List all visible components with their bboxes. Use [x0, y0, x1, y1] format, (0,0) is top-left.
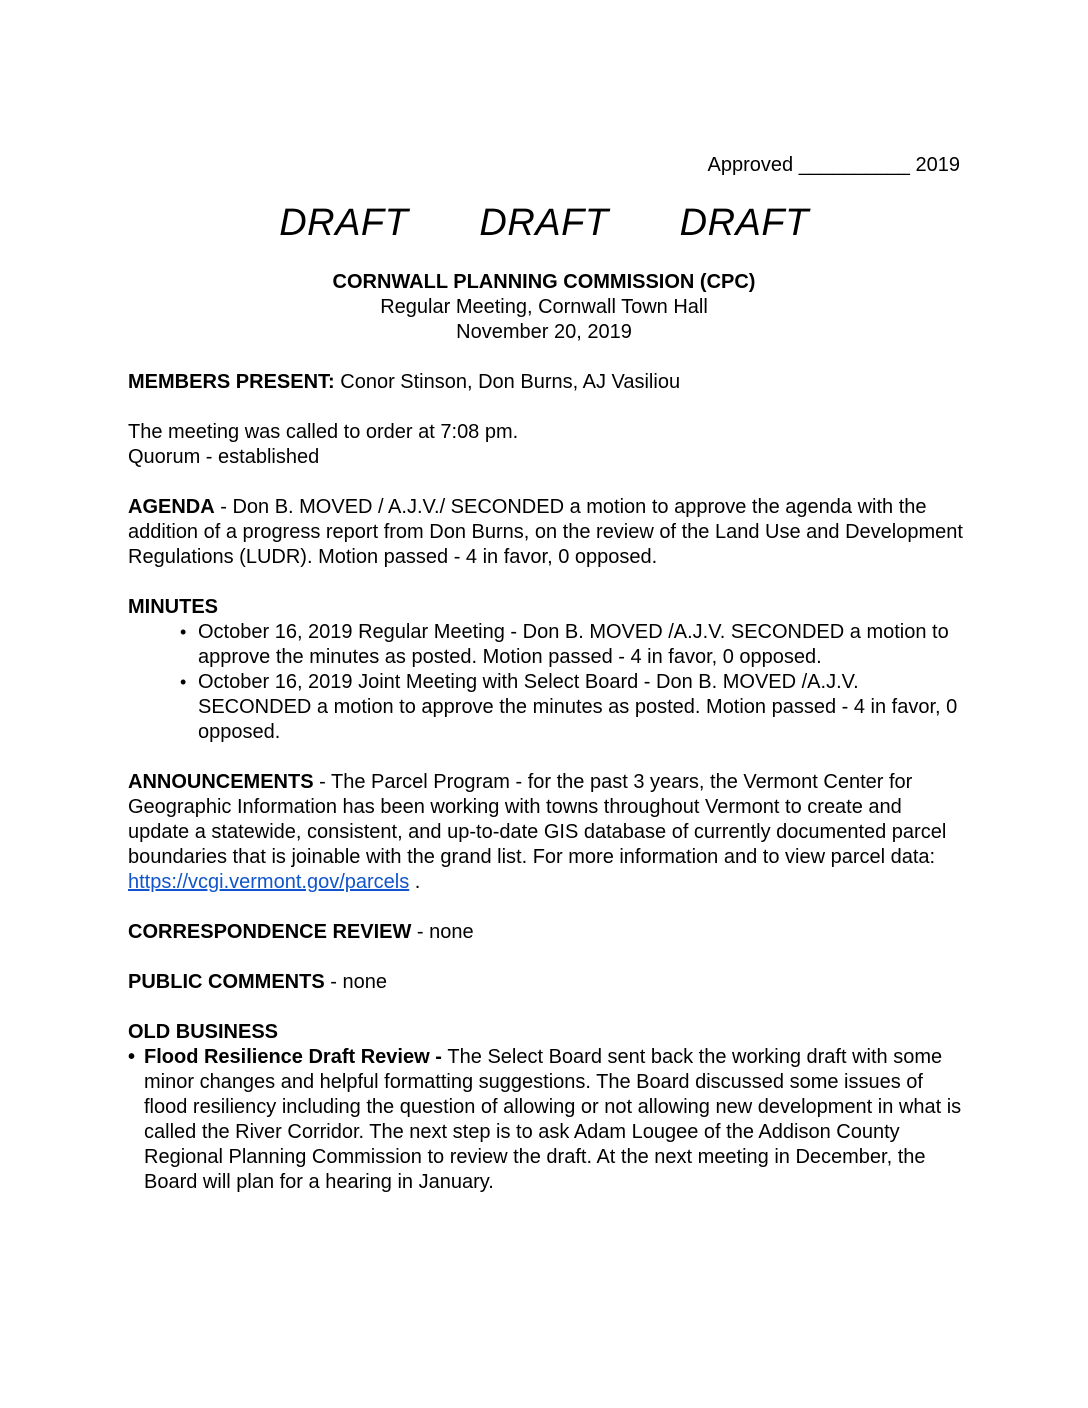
- meeting-date: November 20, 2019: [456, 321, 632, 343]
- minutes-heading: MINUTES: [128, 596, 218, 618]
- agenda-label: AGENDA: [128, 496, 215, 518]
- old-business-list: [128, 1045, 968, 1195]
- members-label: MEMBERS PRESENT:: [128, 371, 335, 393]
- correspondence-text: - none: [411, 921, 474, 943]
- draft-label-3: DRAFT: [679, 202, 809, 244]
- parcels-link[interactable]: https://vcgi.vermont.gov/parcels: [128, 871, 410, 893]
- list-item: • October 16, 2019 Regular Meeting - Don B. MOVED /A.J.V. SECONDED a motion to approve the minutes as posted. Motion passed - 4 in favor, 0 opposed.: [128, 620, 968, 670]
- list-item: [128, 1045, 968, 1195]
- agenda-section: [128, 495, 968, 570]
- announcements-section: [128, 770, 968, 895]
- approved-blank: __________: [798, 154, 910, 176]
- agenda-text: - Don B. MOVED / A.J.V./ SECONDED a motion to approve the agenda with the addition of a progress report from Don Burns, on the review of the Land Use and Development Regulations (LUDR). Motion passed - 4 in favor, 0 opposed.: [128, 496, 963, 568]
- flood-resilience-text: The Select Board sent back the working draft with some minor changes and helpful formatting suggestions. The Board discussed some issues of flood resiliency including the question of allowing or not allowing new development in what is called the River Corridor. The next step is to ask Adam Lougee of the Addison County Regional Planning Commission to review the draft. At the next meeting in December, the Board will plan for a hearing in January.: [144, 1046, 962, 1193]
- called-to-order-text: The meeting was called to order at 7:08 pm.: [128, 421, 519, 443]
- meeting-title: Regular Meeting, Cornwall Town Hall: [380, 296, 708, 318]
- approved-label: Approved: [707, 154, 794, 176]
- document-header: [0, 270, 1088, 345]
- correspondence-section: [128, 920, 968, 945]
- old-business-heading: OLD BUSINESS: [128, 1021, 279, 1043]
- organization-title: CORNWALL PLANNING COMMISSION (CPC): [332, 271, 756, 293]
- minutes-list: [128, 620, 968, 745]
- flood-resilience-title: Flood Resilience Draft Review -: [144, 1046, 448, 1068]
- members-names: Conor Stinson, Don Burns, AJ Vasiliou: [334, 371, 681, 393]
- announcements-text: - The Parcel Program - for the past 3 years, the Vermont Center for Geographic Information has been working with towns throughout Vermont to create and update a statewide, consistent, and up-to-date GIS database of currently documented parcel boundaries that is joinable with the grand list. For more information and to view parcel data:: [128, 771, 947, 868]
- draft-label-2: DRAFT: [479, 202, 609, 244]
- public-comments-section: [128, 970, 968, 995]
- announcements-after: .: [409, 871, 421, 893]
- members-present: [128, 370, 968, 395]
- announcements-label: ANNOUNCEMENTS: [128, 771, 314, 793]
- list-item: • October 16, 2019 Joint Meeting with Select Board - Don B. MOVED /A.J.V. SECONDED a motion to approve the minutes as posted. Motion passed - 4 in favor, 0 opposed.: [128, 670, 968, 745]
- correspondence-label: CORRESPONDENCE REVIEW: [128, 921, 412, 943]
- call-to-order: [128, 420, 968, 470]
- approved-line: [708, 153, 960, 178]
- approved-year: 2019: [915, 154, 960, 176]
- public-comments-label: PUBLIC COMMENTS: [128, 971, 325, 993]
- quorum-text: Quorum - established: [128, 446, 320, 468]
- draft-label-1: DRAFT: [279, 202, 409, 244]
- public-comments-text: - none: [324, 971, 387, 993]
- draft-watermark-row: [0, 200, 1088, 246]
- minutes-body: [128, 370, 968, 1195]
